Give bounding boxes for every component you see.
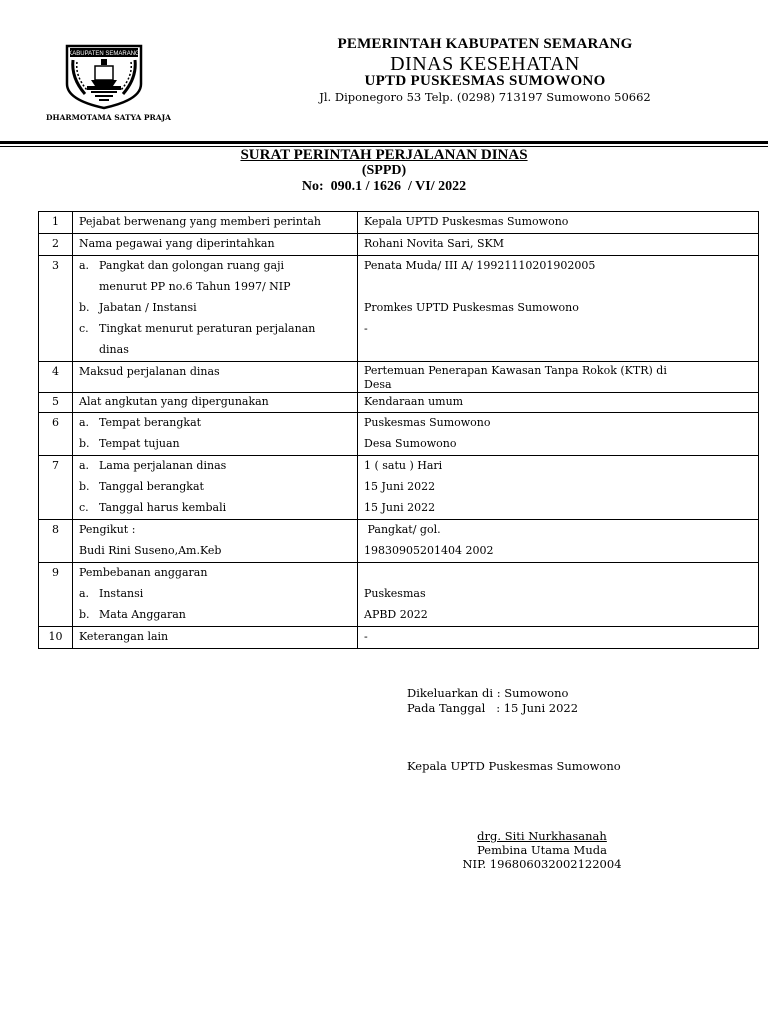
header-government: PEMERINTAH KABUPATEN SEMARANG [337, 36, 633, 52]
row-number: 2 [52, 237, 59, 250]
row-label: Tempat berangkat [99, 416, 202, 429]
document-number: No: 090.1 / 1626 / VI/ 2022 [301, 179, 467, 194]
row-value: Desa Sumowono [364, 437, 457, 450]
row-value: Pertemuan Penerapan Kawasan Tanpa Rokok (KTR) di [364, 364, 667, 377]
row-number: 8 [52, 523, 59, 536]
row-label: Lama perjalanan dinas [99, 459, 227, 472]
row-value: Promkes UPTD Puskesmas Sumowono [364, 301, 579, 314]
document-title: SURAT PERINTAH PERJALANAN DINAS [240, 147, 528, 163]
item-letter: b. [79, 608, 90, 621]
row-label: Pangkat dan golongan ruang gaji [99, 259, 285, 272]
issued-date: Pada Tanggal : 15 Juni 2022 [407, 701, 579, 715]
item-letter: b. [79, 480, 90, 493]
header-unit: UPTD PUSKESMAS SUMOWONO [364, 73, 606, 89]
row-number: 5 [52, 395, 59, 408]
row-label: Tingkat menurut peraturan perjalanan [99, 322, 316, 335]
header-divider-thick [0, 141, 768, 144]
row-value: Kepala UPTD Puskesmas Sumowono [364, 215, 569, 228]
row-label: Pengikut : [79, 523, 136, 536]
row-value: Puskesmas [364, 587, 426, 600]
row-number: 6 [52, 416, 59, 429]
item-letter: b. [79, 437, 90, 450]
row-value: 15 Juni 2022 [364, 480, 436, 493]
row-label: Alat angkutan yang dipergunakan [79, 395, 269, 408]
regency-emblem-logo [65, 44, 143, 110]
item-letter: a. [79, 259, 90, 272]
row-number: 7 [52, 459, 59, 472]
row-label: Pejabat berwenang yang memberi perintah [79, 215, 321, 228]
header-department: DINAS KESEHATAN [390, 53, 580, 75]
item-letter: c. [79, 501, 89, 514]
row-value: - [364, 630, 368, 643]
row-number: 1 [52, 215, 59, 228]
row-value: - [364, 322, 368, 335]
row-label-continued: menurut PP no.6 Tahun 1997/ NIP [99, 280, 291, 293]
table-row [39, 393, 759, 413]
row-number: 10 [48, 630, 63, 643]
table-row [39, 413, 759, 456]
row-label: Jabatan / Instansi [99, 301, 197, 314]
row-value: Puskesmas Sumowono [364, 416, 491, 429]
row-label-continued: dinas [99, 343, 129, 356]
travel-order-table [38, 211, 759, 649]
row-value: 15 Juni 2022 [364, 501, 436, 514]
row-label: Pembebanan anggaran [79, 566, 208, 579]
row-value: 1 ( satu ) Hari [364, 459, 443, 472]
row-value-continued: Desa [364, 378, 392, 391]
issued-place: Dikeluarkan di : Sumowono [407, 686, 569, 700]
row-value: Kendaraan umum [364, 395, 464, 408]
table-row [39, 520, 759, 563]
item-letter: a. [79, 587, 90, 600]
header-address: Jl. Diponegoro 53 Telp. (0298) 713197 Sumowono 50662 [319, 90, 651, 104]
row-label: Instansi [99, 587, 144, 600]
row-label: Nama pegawai yang diperintahkan [79, 237, 275, 250]
item-letter: a. [79, 416, 90, 429]
table-row [39, 456, 759, 520]
table-row [39, 256, 759, 362]
row-value: Penata Muda/ III A/ 19921110201902005 [364, 259, 596, 272]
companion-name: Budi Rini Suseno,Am.Keb [79, 544, 222, 557]
signer-nip: NIP. 196806032002122004 [462, 857, 622, 871]
logo-text: KABUPATEN SEMARANG [68, 51, 140, 57]
motto-text: DHARMOTAMA SATYA PRAJA [46, 113, 171, 122]
table-row [39, 627, 759, 649]
signer-position: Kepala UPTD Puskesmas Sumowono [407, 759, 621, 773]
row-number: 9 [52, 566, 59, 579]
row-number: 3 [52, 259, 59, 272]
row-value: 19830905201404 2002 [364, 544, 494, 557]
row-label: Tanggal harus kembali [99, 501, 227, 514]
row-value: Rohani Novita Sari, SKM [364, 237, 504, 250]
row-value: APBD 2022 [364, 608, 428, 621]
row-label: Mata Anggaran [99, 608, 186, 621]
table-row [39, 234, 759, 256]
item-letter: b. [79, 301, 90, 314]
signer-name: drg. Siti Nurkhasanah [477, 829, 607, 843]
document-abbreviation: (SPPD) [361, 163, 407, 178]
item-letter: c. [79, 322, 89, 335]
table-row [39, 362, 759, 393]
row-label: Tanggal berangkat [99, 480, 204, 493]
signer-rank: Pembina Utama Muda [477, 843, 607, 857]
row-value-heading: Pangkat/ gol. [364, 523, 441, 536]
table-row [39, 563, 759, 627]
item-letter: a. [79, 459, 90, 472]
row-label: Maksud perjalanan dinas [79, 365, 220, 378]
row-label: Keterangan lain [79, 630, 169, 643]
row-label: Tempat tujuan [99, 437, 180, 450]
row-number: 4 [52, 365, 59, 378]
table-row [39, 212, 759, 234]
